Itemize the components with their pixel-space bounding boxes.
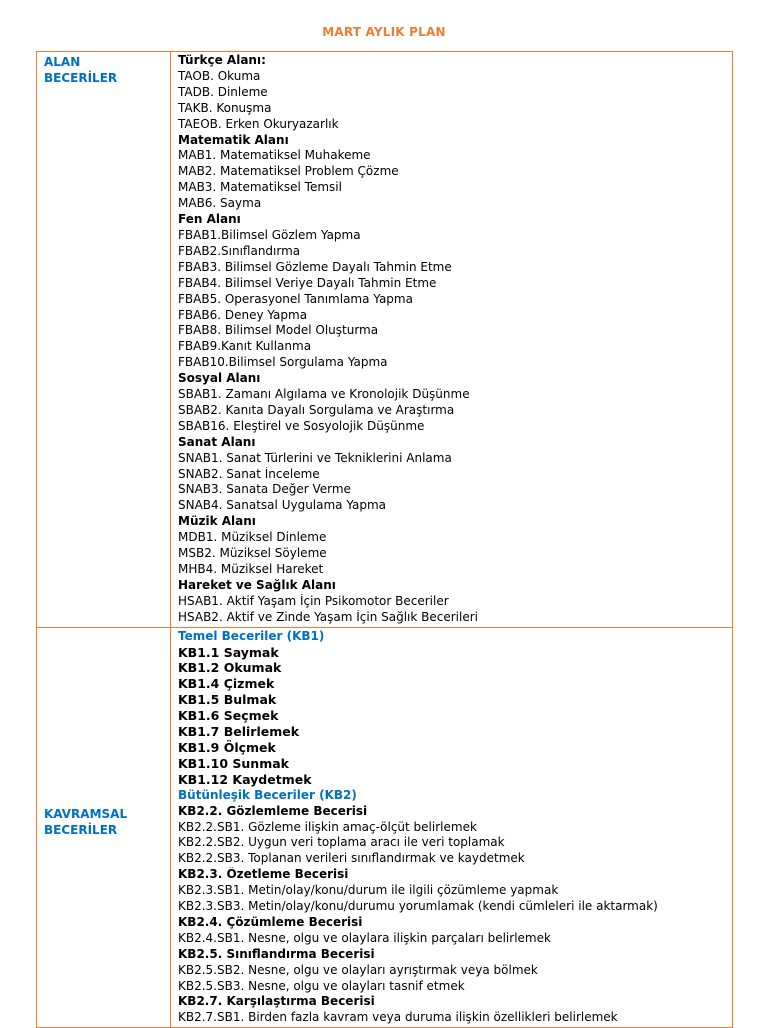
area-heading: Matematik Alanı <box>178 132 289 147</box>
area-heading: KB2.2. Gözlemleme Becerisi <box>178 803 368 818</box>
list-item: TAEOB. Erken Okuryazarlık <box>178 116 339 131</box>
area-heading: Sanat Alanı <box>178 434 256 449</box>
list-item: KB2.2.SB2. Uygun veri toplama aracı ile veri toplamak <box>178 835 505 850</box>
area-heading: Fen Alanı <box>178 212 241 227</box>
section-label-alan: ALAN BECERİLER <box>44 55 118 85</box>
list-item: MDB1. Müziksel Dinleme <box>178 530 327 545</box>
area-heading: KB2.7. Karşılaştırma Becerisi <box>178 994 375 1009</box>
list-item: SBAB16. Eleştirel ve Sosyolojik Düşünme <box>178 418 425 433</box>
list-item: TAKB. Konuşma <box>178 100 272 115</box>
list-item: TAOB. Okuma <box>178 68 261 83</box>
list-item: FBAB9.Kanıt Kullanma <box>178 339 312 354</box>
list-item: SBAB1. Zamanı Algılama ve Kronolojik Düşünme <box>178 387 470 402</box>
list-item: SNAB4. Sanatsal Uygulama Yapma <box>178 498 387 513</box>
list-item: FBAB3. Bilimsel Gözleme Dayalı Tahmin Etme <box>178 259 452 274</box>
group-heading: Temel Beceriler (KB1) <box>178 628 325 643</box>
area-heading: Sosyal Alanı <box>178 371 261 386</box>
area-heading: KB2.3. Özetleme Becerisi <box>178 867 349 882</box>
plan-table <box>36 51 733 1028</box>
list-item: FBAB4. Bilimsel Veriye Dayalı Tahmin Etme <box>178 275 437 290</box>
group-heading: Bütünleşik Beceriler (KB2) <box>178 787 357 802</box>
list-item: HSAB1. Aktif Yaşam İçin Psikomotor Beceriler <box>178 593 449 608</box>
area-heading: KB2.5. Sınıflandırma Becerisi <box>178 946 375 961</box>
skill-item: KB1.1 Saymak <box>178 644 279 660</box>
skill-item: KB1.2 Okumak <box>178 660 282 676</box>
section-content-cell <box>171 627 733 1028</box>
skill-item: KB1.12 Kaydetmek <box>178 771 312 787</box>
list-item: MAB2. Matematiksel Problem Çözme <box>178 164 399 179</box>
list-item: KB2.7.SB1. Birden fazla kavram veya duruma ilişkin özellikleri belirlemek <box>178 1010 618 1025</box>
section-label-cell <box>37 52 171 628</box>
skill-item: KB1.6 Seçmek <box>178 708 279 724</box>
list-item: SBAB2. Kanıta Dayalı Sorgulama ve Araştırma <box>178 402 455 417</box>
skill-item: KB1.9 Ölçmek <box>178 739 276 755</box>
list-item: MAB1. Matematiksel Muhakeme <box>178 148 371 163</box>
skill-item: KB1.4 Çizmek <box>178 676 275 692</box>
list-item: FBAB6. Deney Yapma <box>178 307 308 322</box>
area-heading: Hareket ve Sağlık Alanı <box>178 577 336 592</box>
list-item: KB2.2.SB3. Toplanan verileri sınıflandırmak ve kaydetmek <box>178 851 525 866</box>
list-item: FBAB1.Bilimsel Gözlem Yapma <box>178 227 361 242</box>
list-item: MHB4. Müziksel Hareket <box>178 562 324 576</box>
list-item: SNAB3. Sanata Değer Verme <box>178 482 351 497</box>
table-row <box>37 627 733 1028</box>
list-item: MSB2. Müziksel Söyleme <box>178 546 327 561</box>
list-item: HSAB2. Aktif ve Zinde Yaşam İçin Sağlık Becerileri <box>178 609 478 624</box>
list-item: MAB6. Sayma <box>178 196 262 211</box>
area-heading: Müzik Alanı <box>178 514 256 529</box>
list-item: SNAB2. Sanat İnceleme <box>178 466 320 481</box>
list-item: KB2.3.SB3. Metin/olay/konu/durumu yorumlamak (kendi cümleleri ile aktarmak) <box>178 899 658 914</box>
list-item: FBAB2.Sınıflandırma <box>178 243 301 258</box>
list-item: TADB. Dinleme <box>178 84 268 99</box>
list-item: KB2.3.SB1. Metin/olay/konu/durum ile ilgili çözümleme yapmak <box>178 883 559 898</box>
page-title: MART AYLIK PLAN <box>322 25 446 39</box>
kavramsal-beceriler-list <box>171 628 732 1028</box>
area-heading: KB2.4. Çözümleme Becerisi <box>178 914 363 929</box>
list-item: KB2.2.SB1. Gözleme ilişkin amaç-ölçüt belirlemek <box>178 819 477 834</box>
skill-item: KB1.7 Belirlemek <box>178 724 300 740</box>
table-row <box>37 52 733 628</box>
list-item: KB2.5.SB3. Nesne, olgu ve olayları tasnif etmek <box>178 978 465 993</box>
list-item: FBAB8. Bilimsel Model Oluşturma <box>178 323 379 338</box>
list-item: SNAB1. Sanat Türlerini ve Tekniklerini Anlama <box>178 450 452 465</box>
area-heading: Türkçe Alanı: <box>178 53 266 67</box>
list-item: MAB3. Matematiksel Temsil <box>178 180 342 195</box>
section-label-cell <box>37 627 171 1028</box>
list-item: KB2.4.SB1. Nesne, olgu ve olaylara ilişkin parçaları belirlemek <box>178 930 551 945</box>
section-label-kavramsal: KAVRAMSAL BECERİLER <box>44 807 128 838</box>
section-content-cell <box>171 52 733 628</box>
list-item: FBAB10.Bilimsel Sorgulama Yapma <box>178 355 388 370</box>
list-item: KB2.5.SB2. Nesne, olgu ve olayları ayrıştırmak veya bölmek <box>178 962 538 977</box>
list-item: FBAB5. Operasyonel Tanımlama Yapma <box>178 291 413 306</box>
skill-item: KB1.5 Bulmak <box>178 692 277 708</box>
alan-beceriler-list <box>171 52 732 627</box>
skill-item: KB1.10 Sunmak <box>178 755 289 771</box>
